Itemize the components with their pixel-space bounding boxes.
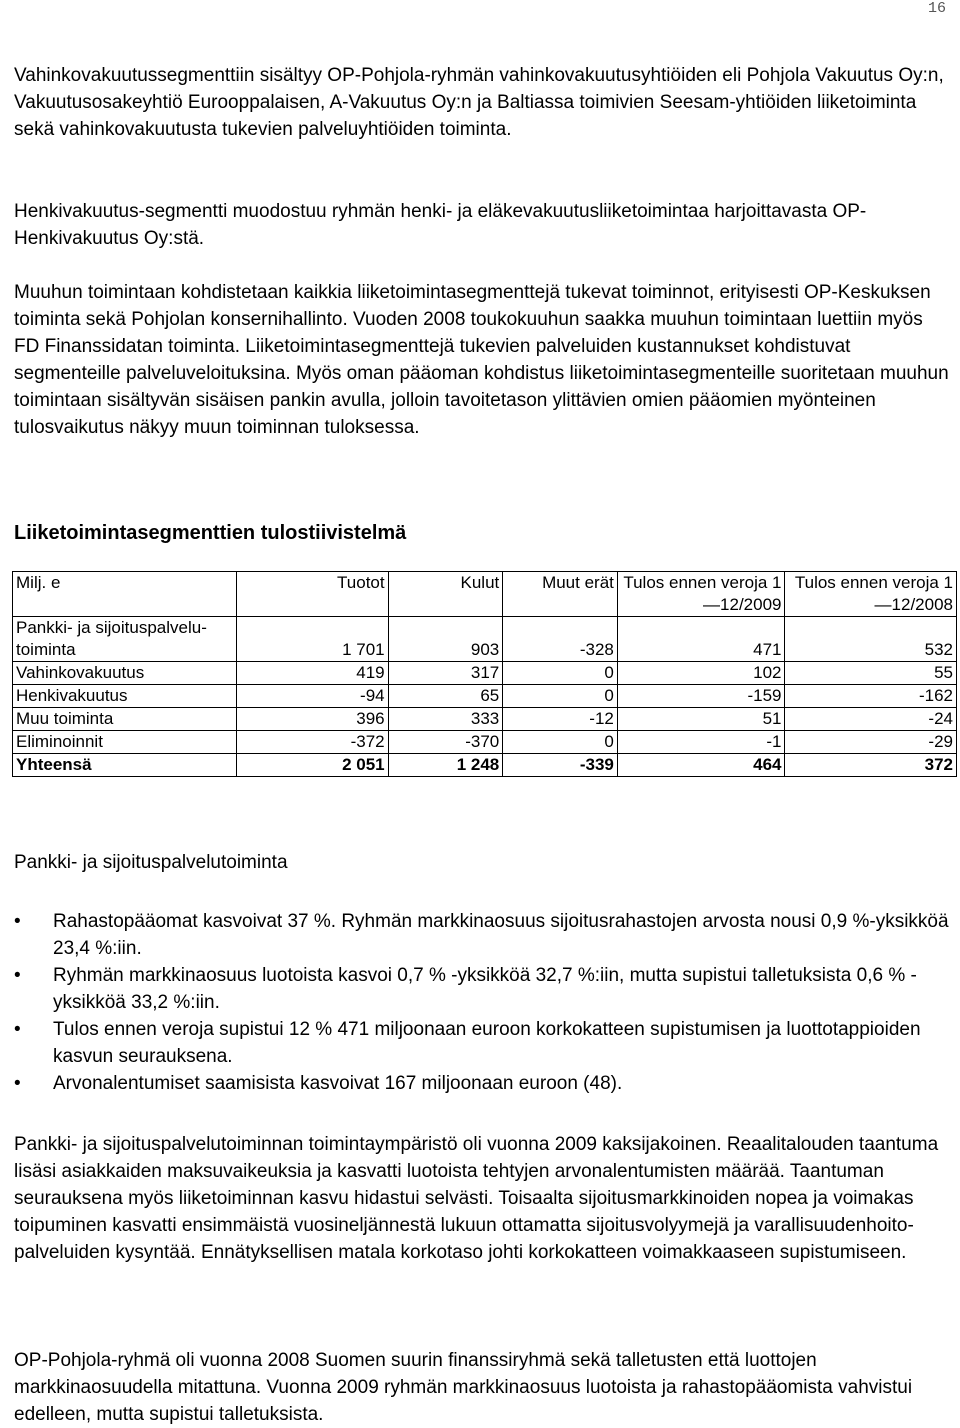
paragraph-market-share: OP-Pohjola-ryhmä oli vuonna 2008 Suomen suurin finanssiryhmä sekä talletusten että luottojen markkinaosuudella mitattuna. Vuonna 2009 ryhmän markkinaosuus luotoista ja rahastopääomista vahvistui edelleen, mutta supistui talletuksista. — [14, 1350, 913, 1425]
list-item-text: Tulos ennen veroja supistui 12 % 471 miljoonaan euroon korkokatteen supistumisen ja luottotappioiden kasvun seurauksena. — [53, 1019, 921, 1067]
table-cell: 317 — [388, 662, 503, 685]
bullet-icon: • — [14, 911, 21, 932]
table-row — [13, 685, 957, 708]
bullet-icon: • — [14, 1073, 21, 1094]
table-cell: 0 — [503, 662, 618, 685]
table-cell: 419 — [236, 662, 388, 685]
table-row — [13, 708, 957, 731]
list-item-text: Rahastopääomat kasvoivat 37 %. Ryhmän markkinaosuus sijoitusrahastojen arvosta nousi 0,9 %-yksikköä 23,4 %:iin. — [53, 911, 949, 959]
table-cell: -159 — [617, 685, 785, 708]
list-item — [14, 1070, 949, 1097]
table-header-cell: Muut erät — [503, 572, 618, 617]
table-header-cell: Kulut — [388, 572, 503, 617]
table-cell-label: Henkivakuutus — [13, 685, 237, 708]
table-row — [13, 662, 957, 685]
table-cell: 102 — [617, 662, 785, 685]
table-cell: 333 — [388, 708, 503, 731]
table-cell: 51 — [617, 708, 785, 731]
paragraph-segments-intro: Vahinkovakuutussegmenttiin sisältyy OP-Pohjola-ryhmän vahinkovakuutusyhtiöiden eli Pohjola Vakuutus Oy:n, Vakuutusosakeyhtiö Eurooppalaisen, A-Vakuutus Oy:n ja Baltiassa toimivien Seesam-yhtiöiden liiketoiminta sekä vahinkovakuutusta tukevien palveluyhtiöiden toiminta. — [14, 65, 944, 140]
paragraph-other-operations: Muuhun toimintaan kohdistetaan kaikkia liiketoimintasegmenttejä tukevat toiminnot, erityisesti OP-Keskuksen toiminta sekä Pohjolan konsernihallinto. Vuoden 2008 toukokuuhun saakka muuhun toimintaan luettiin myös FD Finanssidatan toiminta. Liiketoimintasegmenttejä tukevien palveluiden kustannukset kohdistuvat segmenteille palveluveloituksina. Myös oman pääoman kohdistus liiketoimintasegmenteille suoritetaan muuhun toimintaan sisältyvän sisäisen pankin avulla, jolloin tavoitetason ylittävien omien pääomien myönteinen tulosvaikutus näkyy muun toiminnan tuloksessa. — [14, 282, 949, 438]
list-item — [14, 1016, 949, 1070]
bullet-icon: • — [14, 1019, 21, 1040]
section-heading: Liiketoimintasegmenttien tulostiivistelmä — [14, 522, 407, 544]
table-header-cell: Tulos ennen veroja 1—12/2009 — [617, 572, 785, 617]
page-number: 16 — [927, 0, 946, 17]
table-cell-label: Yhteensä — [13, 754, 237, 777]
table-cell: -162 — [785, 685, 957, 708]
table-cell: 55 — [785, 662, 957, 685]
table-header-cell: Tuotot — [236, 572, 388, 617]
table-total-row — [13, 754, 957, 777]
table-cell-label: Pankki- ja sijoituspalvelu-toiminta — [13, 617, 237, 662]
list-item — [14, 908, 949, 962]
table-cell: -1 — [617, 731, 785, 754]
paragraph-operating-environment: Pankki- ja sijoituspalvelutoiminnan toimintaympäristö oli vuonna 2009 kaksijakoinen. Reaalitalouden taantuma lisäsi asiakkaiden maksuvaikeuksia ja kasvatti luotoista tehtyjen arvonalentumisten määrää. Taantuman seurauksena myös liiketoiminnan kasvu hidastui selvästi. Toisaalta sijoitusmarkkinoiden nopea ja voimakas toipuminen kasvatti ensimmäistä vuosineljännestä lukuun ottamatta sijoitusvolyymejä ja varallisuudenhoito-palveluiden kysyntää. Ennätyksellisen matala korkotaso johti korkokatteen voimakkaaseen supistumiseen. — [14, 1134, 939, 1263]
list-item — [14, 962, 949, 1016]
table-cell: 0 — [503, 731, 618, 754]
table-cell: 464 — [617, 754, 785, 777]
table-cell: -29 — [785, 731, 957, 754]
table-cell: 2 051 — [236, 754, 388, 777]
paragraph-life-insurance: Henkivakuutus-segmentti muodostuu ryhmän henki- ja eläkevakuutusliiketoimintaa harjoittavasta OP-Henkivakuutus Oy:stä. — [14, 201, 867, 249]
table-cell: 903 — [388, 617, 503, 662]
table-cell-label: Eliminoinnit — [13, 731, 237, 754]
table-header-cell: Tulos ennen veroja 1—12/2008 — [785, 572, 957, 617]
subsection-heading: Pankki- ja sijoituspalvelutoiminta — [14, 852, 288, 873]
table-cell: 372 — [785, 754, 957, 777]
list-item-text: Arvonalentumiset saamisista kasvoivat 167 miljoonaan euroon (48). — [53, 1073, 623, 1094]
table-header-cell: Milj. e — [13, 572, 237, 617]
table-cell: 532 — [785, 617, 957, 662]
table-row — [13, 731, 957, 754]
table-cell: -24 — [785, 708, 957, 731]
table-cell-label: Vahinkovakuutus — [13, 662, 237, 685]
bullet-icon: • — [14, 965, 21, 986]
table-row — [13, 617, 957, 662]
table-cell: 396 — [236, 708, 388, 731]
table-cell: 1 248 — [388, 754, 503, 777]
table-cell: -12 — [503, 708, 618, 731]
table-cell: -94 — [236, 685, 388, 708]
table-cell: -339 — [503, 754, 618, 777]
table-cell: -372 — [236, 731, 388, 754]
table-cell: 1 701 — [236, 617, 388, 662]
bullet-list — [14, 908, 949, 1097]
segment-results-table — [12, 571, 957, 777]
table-header-row — [13, 572, 957, 617]
list-item-text: Ryhmän markkinaosuus luotoista kasvoi 0,7 % -yksikköä 32,7 %:iin, mutta supistui talletuksista 0,6 % -yksikköä 33,2 %:iin. — [53, 965, 917, 1013]
table-cell: -328 — [503, 617, 618, 662]
table-cell: 0 — [503, 685, 618, 708]
table-cell: 471 — [617, 617, 785, 662]
table-cell: 65 — [388, 685, 503, 708]
table-cell: -370 — [388, 731, 503, 754]
table-cell-label: Muu toiminta — [13, 708, 237, 731]
